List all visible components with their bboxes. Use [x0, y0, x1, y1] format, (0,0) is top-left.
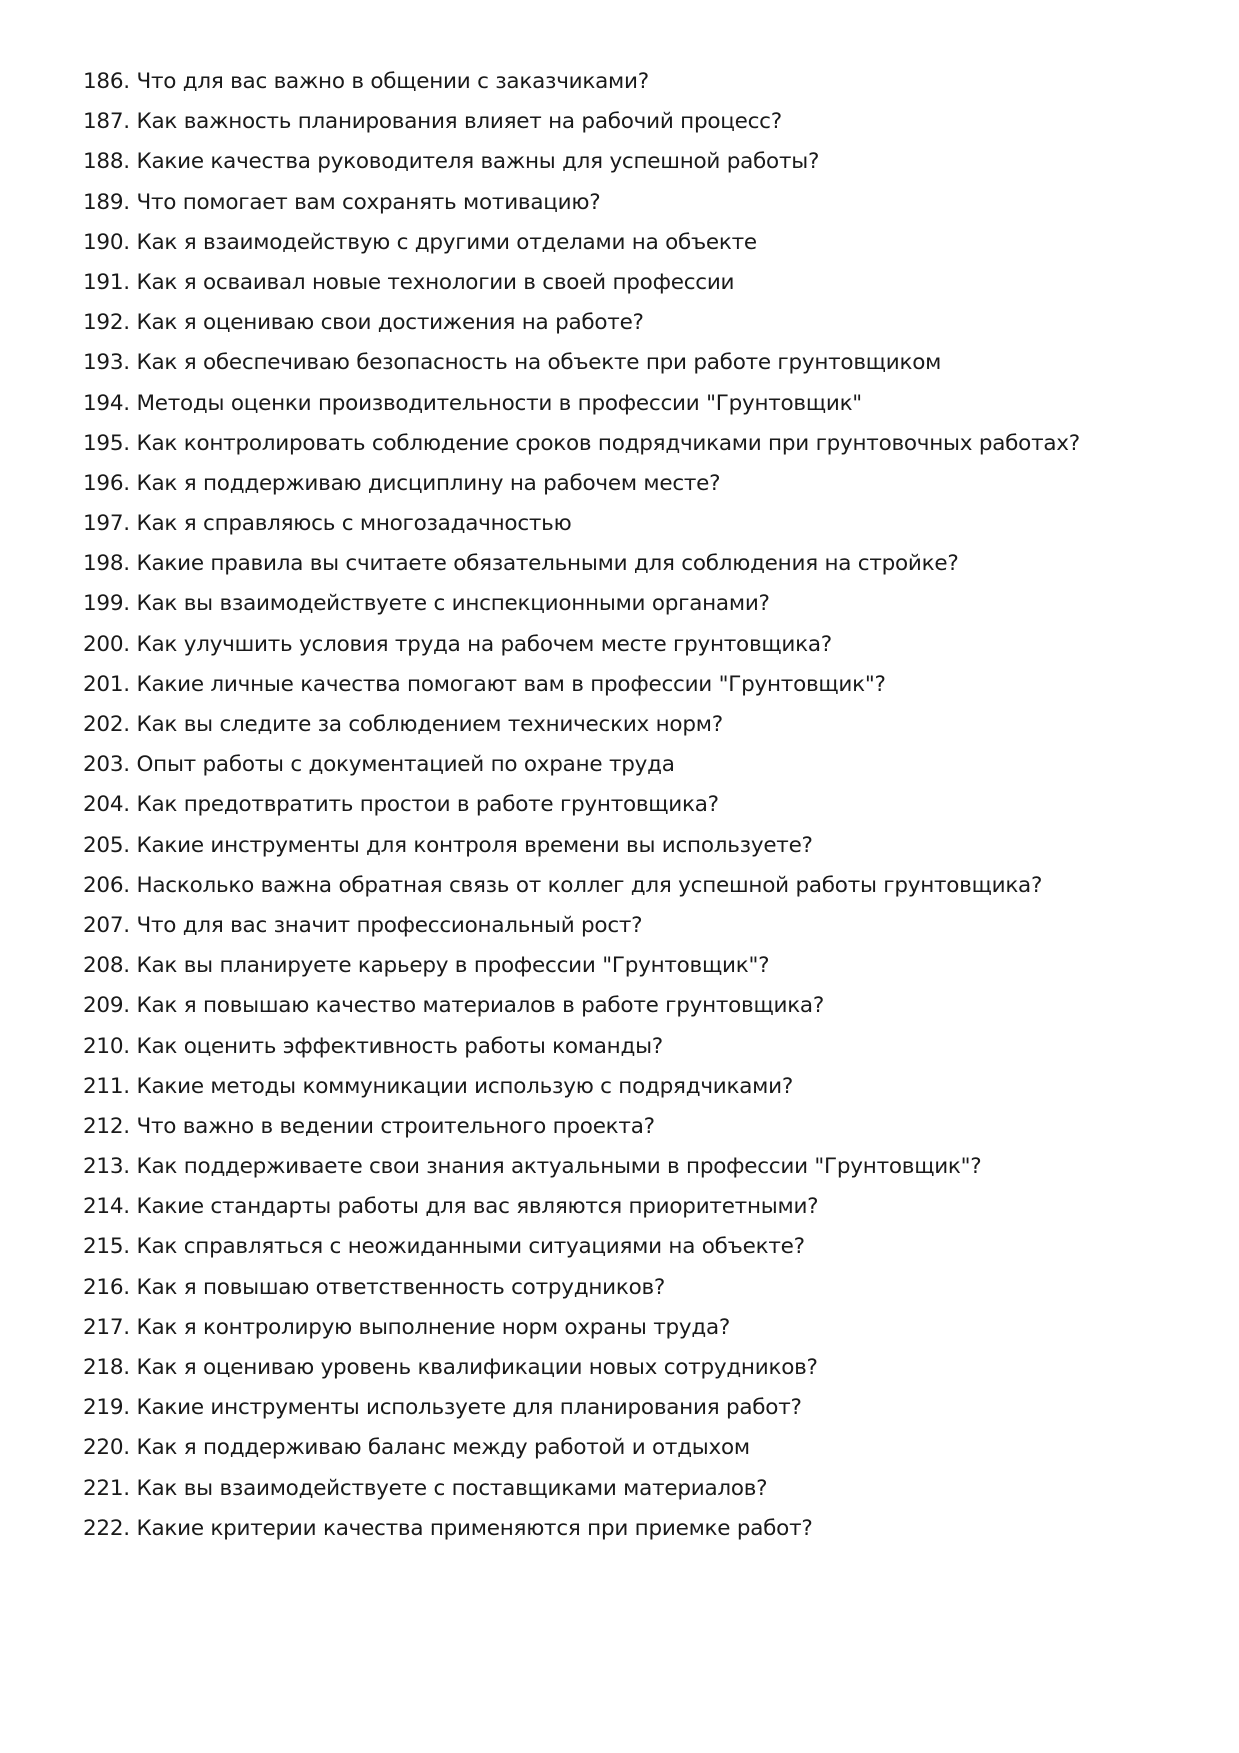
question-text: Какие личные качества помогают вам в профессии "Грунтовщик"? [136, 671, 886, 697]
question-text: Как я поддерживаю дисциплину на рабочем месте? [136, 470, 721, 496]
question-item [83, 1308, 1203, 1348]
question-text: Какие качества руководителя важны для успешной работы? [136, 149, 820, 175]
question-number: 204. [83, 792, 130, 818]
question-text: Как я повышаю ответственность сотрудников? [136, 1274, 666, 1300]
question-item [83, 142, 1203, 182]
question-text: Как я оцениваю уровень квалификации новых сотрудников? [136, 1355, 818, 1380]
question-item [83, 1469, 1203, 1509]
question-item [83, 424, 1203, 464]
question-number: 186. [83, 69, 130, 94]
question-item [83, 1027, 1203, 1067]
question-number: 213. [83, 1154, 130, 1180]
question-item [83, 263, 1203, 303]
question-text: Как я контролирую выполнение норм охраны труда? [136, 1314, 731, 1340]
question-text: Как улучшить условия труда на рабочем месте грунтовщика? [136, 631, 832, 657]
question-number: 195. [83, 430, 130, 456]
question-item [83, 303, 1203, 343]
question-item [83, 544, 1203, 584]
question-item [83, 986, 1203, 1026]
question-item [83, 1509, 1203, 1549]
question-text: Как справляться с неожиданными ситуациями на объекте? [136, 1234, 805, 1260]
question-number: 207. [83, 912, 130, 938]
question-number: 212. [83, 1113, 130, 1139]
question-text: Как вы взаимодействуете с инспекционными органами? [136, 591, 770, 617]
question-item [83, 584, 1203, 624]
question-number: 193. [83, 350, 130, 376]
question-number: 219. [83, 1395, 130, 1421]
question-text: Как я повышаю качество материалов в работе грунтовщика? [136, 993, 825, 1019]
question-number: 199. [83, 591, 130, 617]
question-item [83, 665, 1203, 705]
question-item [83, 1147, 1203, 1187]
question-item [83, 1388, 1203, 1428]
question-item [83, 826, 1203, 866]
question-text: Какие инструменты используете для планирования работ? [136, 1395, 802, 1421]
question-text: Как я оцениваю свои достижения на работе? [136, 310, 644, 336]
question-item [83, 1268, 1203, 1308]
question-number: 188. [83, 149, 130, 175]
question-number: 216. [83, 1274, 130, 1300]
question-text: Что для вас значит профессиональный рост? [136, 912, 643, 938]
question-number: 205. [83, 832, 130, 858]
question-item [83, 1107, 1203, 1147]
question-text: Что важно в ведении строительного проекта? [136, 1113, 655, 1139]
question-text: Как вы планируете карьеру в профессии "Грунтовщик"? [136, 953, 770, 979]
question-text: Что для вас важно в общении с заказчиками? [136, 69, 649, 94]
question-item [83, 62, 1203, 102]
question-number: 201. [83, 671, 130, 697]
question-text: Как вы следите за соблюдением технических норм? [136, 712, 723, 737]
question-text: Как я осваивал новые технологии в своей профессии [136, 269, 735, 295]
question-item [83, 1428, 1203, 1468]
question-number: 220. [83, 1435, 130, 1461]
question-number: 187. [83, 109, 130, 135]
question-number: 208. [83, 953, 130, 979]
question-number: 191. [83, 269, 130, 295]
question-text: Какие правила вы считаете обязательными для соблюдения на стройке? [136, 551, 959, 577]
question-number: 217. [83, 1314, 130, 1340]
question-number: 221. [83, 1475, 130, 1501]
question-text: Какие стандарты работы для вас являются приоритетными? [136, 1194, 819, 1220]
question-text: Как контролировать соблюдение сроков подрядчиками при грунтовочных работах? [136, 430, 1080, 456]
question-number: 211. [83, 1073, 130, 1099]
question-number: 210. [83, 1033, 130, 1059]
question-text: Какие критерии качества применяются при приемке работ? [136, 1515, 813, 1541]
question-number: 197. [83, 511, 130, 537]
question-text: Методы оценки производительности в профессии "Грунтовщик" [136, 390, 862, 416]
question-number: 222. [83, 1515, 130, 1541]
question-number: 206. [83, 872, 130, 898]
question-number: 198. [83, 551, 130, 577]
question-item [83, 343, 1203, 383]
question-number: 202. [83, 712, 130, 737]
question-list [83, 62, 1203, 1549]
question-number: 196. [83, 470, 130, 496]
question-text: Насколько важна обратная связь от коллег для успешной работы грунтовщика? [136, 872, 1043, 898]
question-item [83, 866, 1203, 906]
question-text: Опыт работы с документацией по охране труда [136, 752, 675, 778]
question-item [83, 946, 1203, 986]
question-text: Какие инструменты для контроля времени вы используете? [136, 832, 813, 858]
question-item [83, 183, 1203, 223]
question-item [83, 223, 1203, 263]
question-number: 218. [83, 1355, 130, 1380]
question-number: 214. [83, 1194, 130, 1220]
question-text: Как поддерживаете свои знания актуальными в профессии "Грунтовщик"? [136, 1154, 982, 1180]
question-item [83, 625, 1203, 665]
question-item [83, 1187, 1203, 1227]
question-item [83, 906, 1203, 946]
question-item [83, 785, 1203, 825]
question-text: Как вы взаимодействуете с поставщиками материалов? [136, 1475, 768, 1501]
question-text: Как важность планирования влияет на рабочий процесс? [136, 109, 782, 135]
question-text: Как оценить эффективность работы команды? [136, 1033, 663, 1059]
question-item [83, 705, 1203, 745]
question-number: 189. [83, 189, 130, 215]
question-text: Как я обеспечиваю безопасность на объекте при работе грунтовщиком [136, 350, 942, 376]
question-item [83, 1227, 1203, 1267]
question-item [83, 1067, 1203, 1107]
question-text: Что помогает вам сохранять мотивацию? [136, 189, 601, 215]
question-text: Как предотвратить простои в работе грунтовщика? [136, 792, 719, 818]
question-number: 200. [83, 631, 130, 657]
question-number: 203. [83, 752, 130, 778]
question-text: Как я справляюсь с многозадачностью [136, 511, 572, 537]
question-item [83, 1348, 1203, 1388]
question-item [83, 102, 1203, 142]
question-number: 215. [83, 1234, 130, 1260]
question-text: Как я поддерживаю баланс между работой и отдыхом [136, 1435, 750, 1461]
question-item [83, 504, 1203, 544]
question-item [83, 745, 1203, 785]
question-item [83, 384, 1203, 424]
question-text: Какие методы коммуникации использую с подрядчиками? [136, 1073, 794, 1099]
question-number: 190. [83, 229, 130, 255]
question-number: 194. [83, 390, 130, 416]
question-number: 209. [83, 993, 130, 1019]
question-number: 192. [83, 310, 130, 336]
question-text: Как я взаимодействую с другими отделами на объекте [136, 229, 757, 255]
question-item [83, 464, 1203, 504]
